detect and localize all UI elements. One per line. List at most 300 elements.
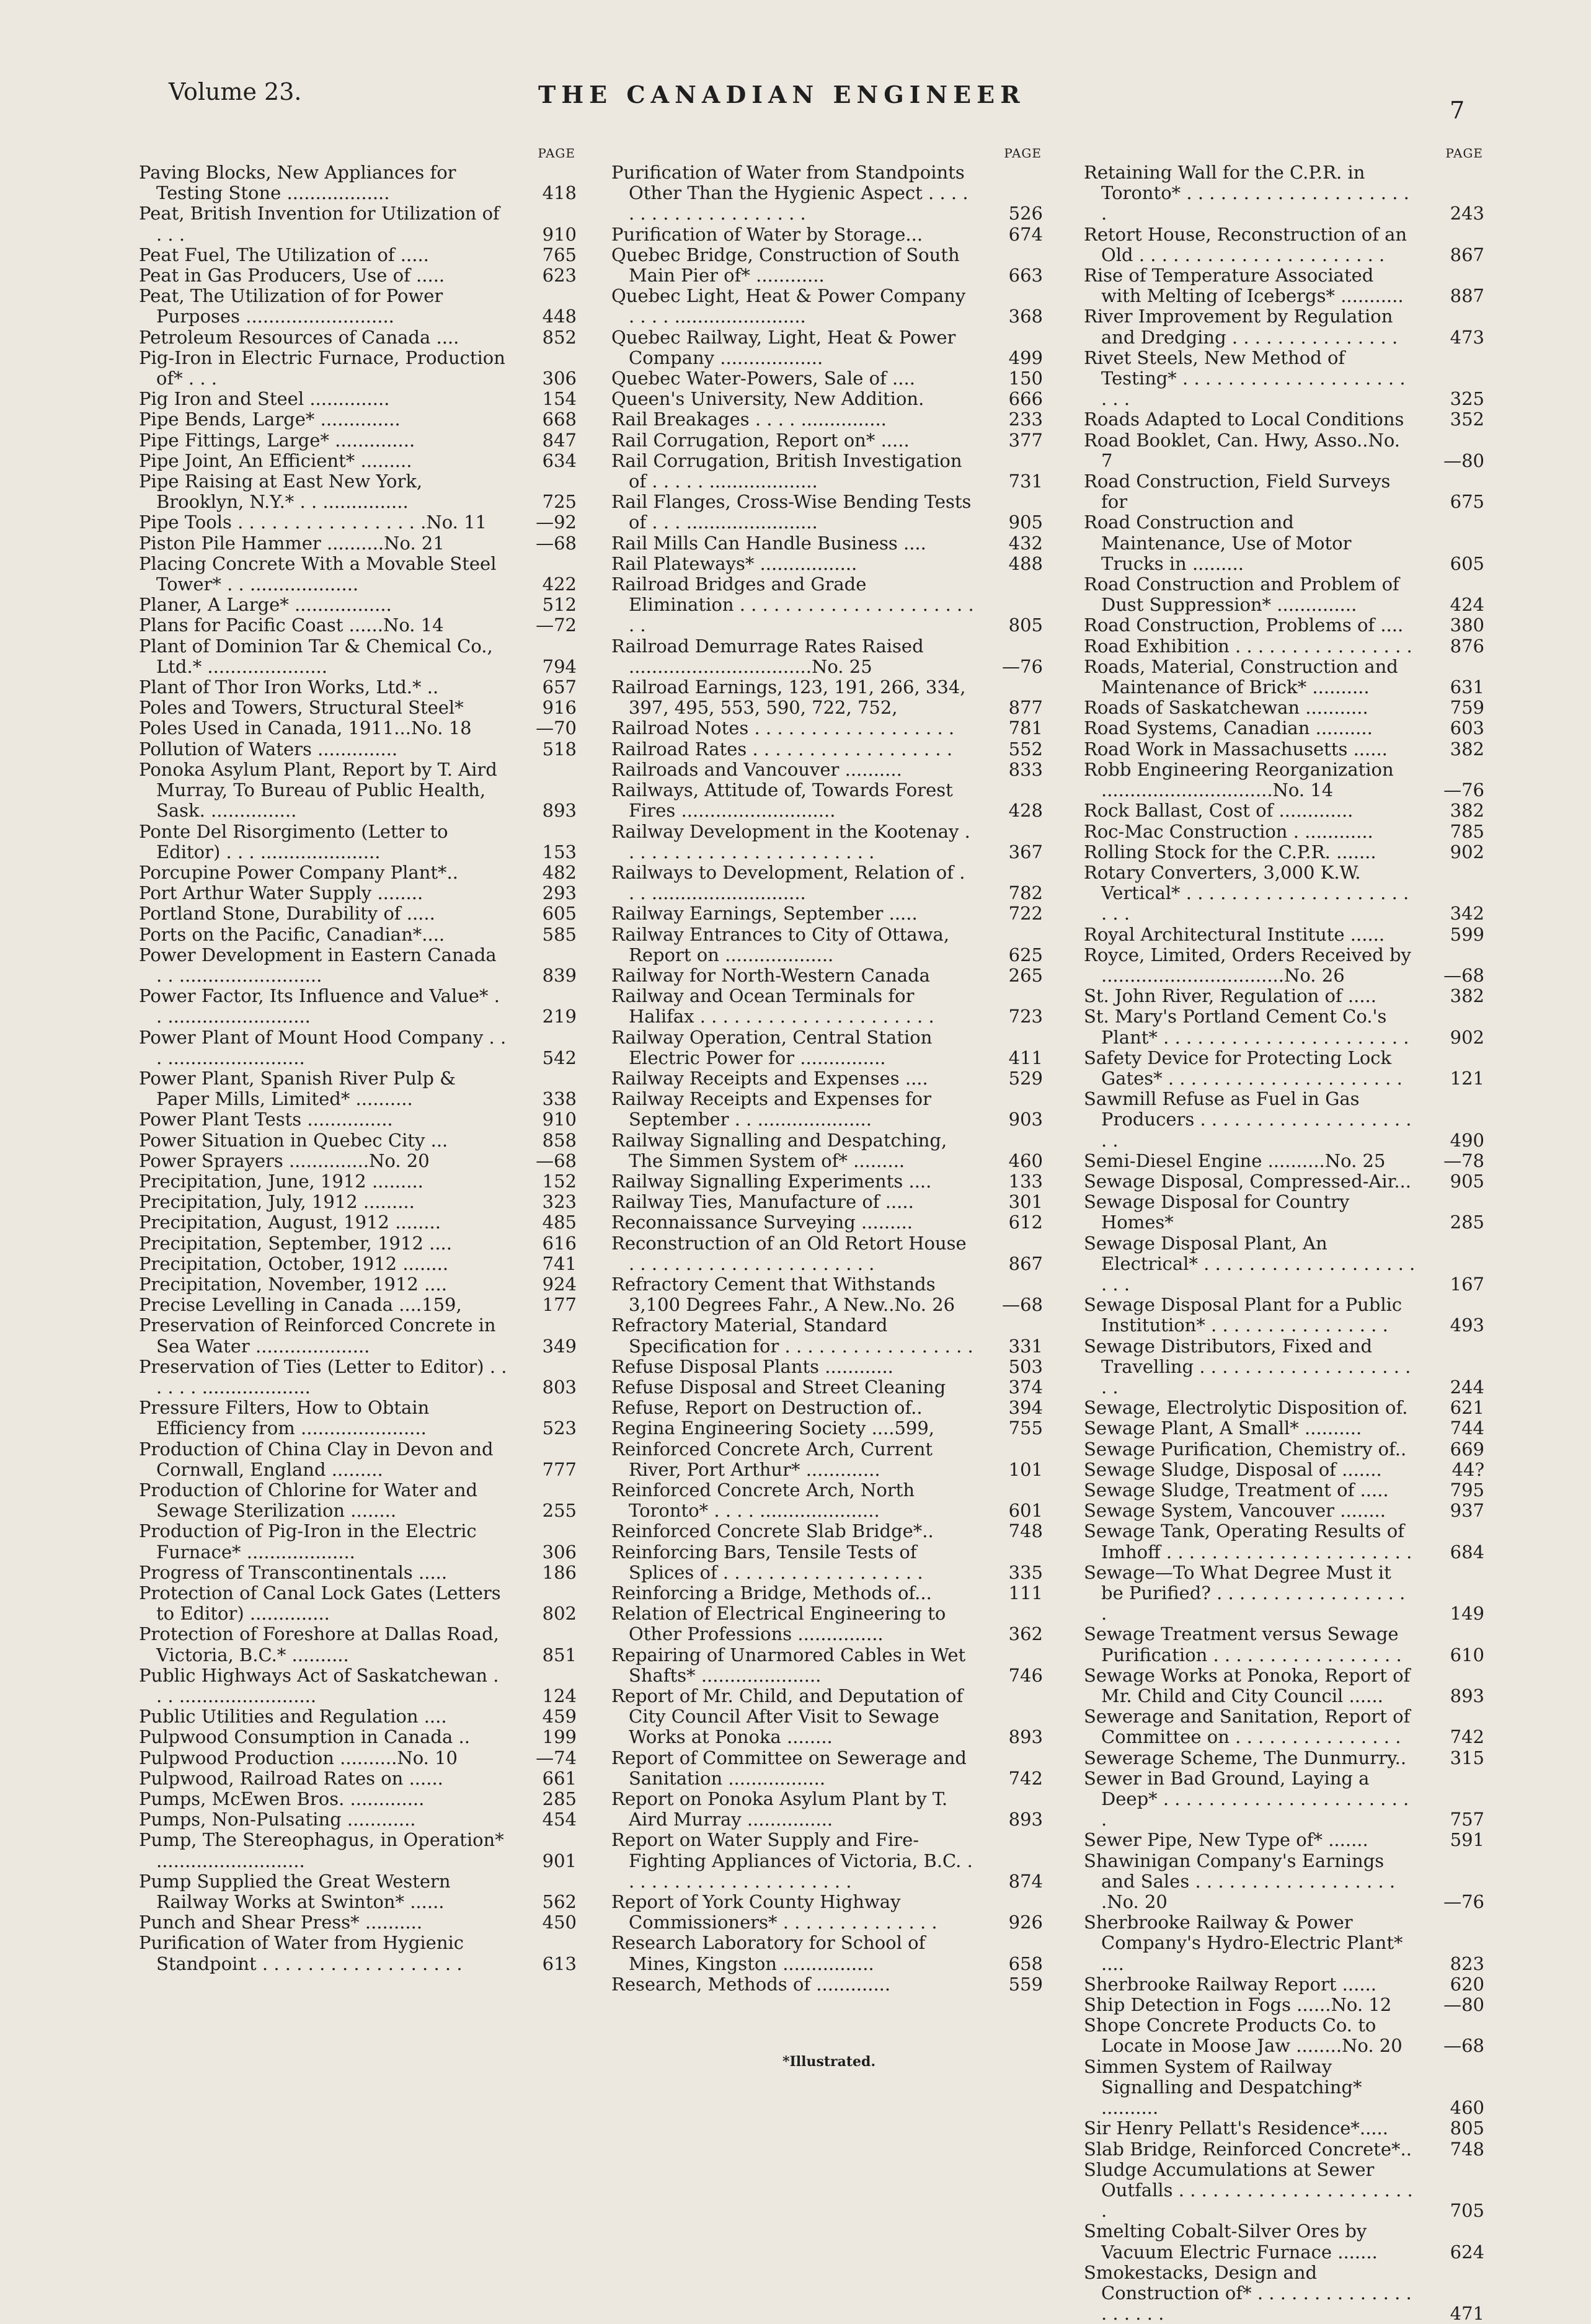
index-entry-title: Power Situation in Quebec City ...	[139, 1129, 448, 1151]
index-entry-title: Railway Signalling and Despatching, The Simmen System of* .........	[611, 1129, 947, 1171]
index-entry-title: Rotary Converters, 3,000 K.W. Vertical* . . . . . . . . . . . . . . . . . . . . . . .	[1084, 861, 1409, 925]
index-entry-title: Retaining Wall for the C.P.R. in Toronto* . . . . . . . . . . . . . . . . . . . . .	[1084, 162, 1409, 224]
index-entry-page: 101	[1008, 1458, 1043, 1480]
index-entry-page: 674	[1008, 223, 1043, 245]
index-entry	[611, 451, 1045, 492]
index-entry	[1084, 863, 1487, 925]
index-entry-page: 518	[542, 738, 577, 760]
index-column-1	[139, 144, 579, 1974]
index-entry-title: Ponoka Asylum Plant, Report by T. Aird Murray, To Bureau of Public Health, Sask. ...............	[139, 758, 497, 822]
index-entry-title: Rolling Stock for the C.P.R. .......	[1084, 841, 1376, 863]
index-entry-page: 186	[542, 1561, 577, 1583]
index-entry	[1084, 1048, 1487, 1089]
index-entry	[1084, 1501, 1487, 1521]
index-entry-page: 154	[542, 388, 577, 410]
index-entry-title: Roads, Material, Construction and Maintenance of Brick* ..........	[1084, 655, 1398, 698]
index-entry-page: 755	[1008, 1417, 1043, 1439]
index-entry-title: Public Highways Act of Saskatchewan . . . ........................	[139, 1664, 499, 1707]
index-entry	[611, 1439, 1045, 1480]
index-entry-title: Power Plant, Spanish River Pulp & Paper Mills, Limited* ..........	[139, 1067, 456, 1110]
index-entry-page: 722	[1008, 903, 1043, 925]
index-entry-title: Railway Ties, Manufacture of .....	[611, 1191, 914, 1213]
index-entry	[1084, 574, 1487, 615]
index-entry	[611, 1892, 1045, 1933]
index-entry-page: 552	[1008, 738, 1043, 760]
index-entry	[139, 1933, 579, 1974]
index-entry	[139, 554, 579, 595]
index-entry-page: —72	[536, 614, 577, 636]
index-entry-title: Power Factor, Its Influence and Value* . . .........................	[139, 985, 500, 1027]
index-entry-title: Road Construction, Field Surveys for	[1084, 471, 1391, 513]
index-entry-title: Slab Bridge, Reinforced Concrete*..	[1084, 2138, 1412, 2160]
index-entry	[611, 718, 1045, 738]
index-entry-page: 759	[1450, 697, 1484, 719]
index-entry-page: 802	[542, 1603, 577, 1625]
index-entry	[139, 1233, 579, 1254]
index-entry	[1084, 1830, 1487, 1850]
index-entry	[139, 1192, 579, 1212]
index-entry-title: Road Exhibition . . . . . . . . . . . . . . . .	[1084, 635, 1412, 657]
index-entry	[139, 595, 579, 615]
index-entry-title: Railway Receipts and Expenses for September . . ....................	[611, 1088, 931, 1130]
index-entry-title: Power Plant of Mount Hood Company . . . ........................	[139, 1026, 507, 1068]
index-entry-title: Relation of Electrical Engineering to Other Professions ...............	[611, 1603, 946, 1645]
index-entry	[139, 739, 579, 760]
index-entry-title: Rock Ballast, Cost of .............	[1084, 800, 1354, 822]
page-column-heading: PAGE	[1445, 146, 1483, 161]
index-entry-page: —74	[536, 1747, 577, 1768]
index-entry-title: Queen's University, New Addition.	[611, 388, 924, 410]
index-entry	[611, 1274, 1045, 1315]
index-entry-title: Sewage Disposal, Compressed-Air...	[1084, 1170, 1411, 1192]
index-entry-title: Railway Development in the Kootenay . . . . . . . . . . . . . . . . . . . . . . .	[611, 820, 970, 863]
index-entry	[611, 1521, 1045, 1541]
index-entry-title: Pulpwood Consumption in Canada ..	[139, 1726, 470, 1748]
index-entry	[611, 533, 1045, 554]
index-entry-page: 613	[542, 1953, 577, 1974]
index-entry-title: Preservation of Reinforced Concrete in Sea Water ....................	[139, 1315, 496, 1357]
index-entry-title: Reinforced Concrete Arch, Current River, Port Arthur* .............	[611, 1438, 933, 1480]
index-entry-title: Shope Concrete Products Co. to Locate in Moose Jaw ........No. 20	[1084, 2015, 1403, 2057]
index-entry-title: Port Arthur Water Supply ........	[139, 882, 423, 904]
index-entry	[1084, 1706, 1487, 1747]
index-entry-page: 669	[1450, 1438, 1484, 1460]
index-entry-page: 668	[542, 409, 577, 430]
index-entry	[139, 1809, 579, 1830]
index-entry-title: Reinforced Concrete Slab Bridge*..	[611, 1520, 934, 1542]
index-entry-page: —68	[536, 1150, 577, 1171]
index-entry-title: Sewage Distributors, Fixed and Travelling . . . . . . . . . . . . . . . . . . . . .	[1084, 1335, 1411, 1398]
index-entry-title: Planer, A Large* .................	[139, 594, 392, 616]
index-entry	[1084, 2263, 1487, 2324]
index-entry	[139, 615, 579, 636]
index-entry	[611, 1068, 1045, 1089]
index-entry-title: Ports on the Pacific, Canadian*....	[139, 923, 445, 945]
index-entry-title: Robb Engineering Reorganization ..............................No. 14	[1084, 758, 1394, 801]
index-entry-title: Royal Architectural Institute ......	[1084, 923, 1385, 945]
index-entry-page: 748	[1450, 2138, 1484, 2160]
index-entry-title: Sewage Sludge, Disposal of .......	[1084, 1458, 1382, 1480]
index-entry-title: Railroads and Vancouver ..........	[611, 758, 902, 780]
index-entry-title: Sewage Works at Ponoka, Report of Mr. Child and City Council ......	[1084, 1664, 1411, 1707]
index-entry-page: —80	[1443, 1994, 1484, 2016]
index-entry-title: Production of Pig-Iron in the Electric Furnace* ...................	[139, 1520, 477, 1563]
index-entry-page: 460	[1008, 1150, 1043, 1171]
index-entry	[1084, 1171, 1487, 1192]
index-entry-page: 503	[1008, 1355, 1043, 1377]
index-entry-title: Quebec Light, Heat & Power Company . . . . .......................	[611, 285, 966, 327]
index-entry-title: Peat, The Utilization of for Power Purposes ..........................	[139, 285, 443, 327]
index-entry	[611, 1192, 1045, 1212]
index-entry-title: Quebec Bridge, Construction of South Main Pier of* ............	[611, 244, 960, 286]
index-entry	[611, 1315, 1045, 1356]
index-entry	[611, 636, 1045, 677]
index-entry-title: Pipe Bends, Large* ..............	[139, 409, 401, 430]
index-entry-page: 512	[542, 594, 577, 616]
index-entry-page: 111	[1008, 1582, 1043, 1604]
index-entry-title: Protection of Canal Lock Gates (Letters to Editor) ..............	[139, 1582, 501, 1625]
index-entry	[1084, 1748, 1487, 1768]
index-entry	[1084, 2015, 1487, 2056]
index-entry	[611, 1686, 1045, 1748]
index-entry-title: Railway Entrances to City of Ottawa, Report on ...................	[611, 923, 950, 965]
index-entry-page: 867	[1008, 1253, 1043, 1274]
index-entry	[139, 1665, 579, 1706]
index-entry-page: 323	[542, 1191, 577, 1213]
index-entry-title: Purification of Water from Hygienic Standpoint . . . . . . . . . . . . . . . . . .	[139, 1932, 464, 1974]
index-entry	[611, 1377, 1045, 1398]
index-entry	[1084, 945, 1487, 986]
index-entry	[1084, 1912, 1487, 1974]
illustrated-footnote: *Illustrated.	[782, 2054, 876, 2070]
index-entry-page: —68	[1443, 2035, 1484, 2057]
index-entry-title: Pumps, McEwen Bros. .............	[139, 1788, 425, 1810]
index-entry	[611, 925, 1045, 965]
index-entry-page: 153	[542, 841, 577, 863]
index-entry-title: Regina Engineering Society ....599,	[611, 1417, 935, 1439]
index-entry-title: Preservation of Ties (Letter to Editor) . . . . . . ...................	[139, 1355, 507, 1398]
index-entry-page: 411	[1008, 1047, 1043, 1068]
index-entry	[1084, 265, 1487, 306]
index-entry-page: 937	[1450, 1500, 1484, 1522]
index-entry-page: —76	[1002, 655, 1043, 677]
index-entry	[139, 389, 579, 409]
index-entry-page: —68	[1443, 964, 1484, 986]
index-entry-page: 803	[542, 1376, 577, 1398]
index-entry	[611, 1974, 1045, 1995]
index-entry-title: Reinforcing a Bridge, Methods of...	[611, 1582, 932, 1604]
index-entry	[139, 245, 579, 265]
index-entry-page: —70	[536, 717, 577, 739]
index-entry	[611, 1789, 1045, 1830]
index-entry-title: Sewage—To What Degree Must it be Purified? . . . . . . . . . . . . . . . . . .	[1084, 1561, 1406, 1625]
index-entry	[139, 698, 579, 718]
index-entry-page: 150	[1008, 368, 1043, 389]
index-entry	[611, 1398, 1045, 1418]
index-entry	[1084, 739, 1487, 760]
index-entry-page: 782	[1008, 882, 1043, 904]
index-entry	[139, 1130, 579, 1151]
index-entry-title: Sewerage Scheme, The Dunmurry..	[1084, 1747, 1407, 1768]
index-entry	[1084, 1480, 1487, 1501]
index-entry-title: Precipitation, July, 1912 .........	[139, 1191, 415, 1213]
index-entry-page: 661	[542, 1767, 577, 1789]
index-entry-title: Sewage Purification, Chemistry of..	[1084, 1438, 1407, 1460]
index-entry-page: 603	[1450, 717, 1484, 739]
index-entry-page: 901	[542, 1850, 577, 1871]
index-entry-page: 335	[1008, 1561, 1043, 1583]
index-entry	[1084, 430, 1487, 471]
page-header	[0, 73, 1591, 129]
index-entry-title: Ship Detection in Fogs ......No. 12	[1084, 1994, 1392, 2016]
index-entry	[611, 1583, 1045, 1603]
index-entry	[1084, 822, 1487, 842]
index-entry-page: 876	[1450, 635, 1484, 657]
index-entry-title: Plant of Dominion Tar & Chemical Co., Ltd.* .....................	[139, 635, 493, 677]
index-entry-title: Production of China Clay in Devon and Cornwall, England .........	[139, 1438, 494, 1480]
index-entry-page: 559	[1008, 1973, 1043, 1995]
index-entry-title: Pipe Fittings, Large* ..............	[139, 429, 415, 451]
index-entry-page: 382	[1450, 985, 1484, 1007]
index-entry-page: 744	[1450, 1417, 1484, 1439]
index-entry	[139, 1563, 579, 1583]
index-entry-title: Pipe Joint, An Efficient* .........	[139, 450, 412, 471]
index-entry-page: 624	[1450, 2241, 1484, 2263]
index-entry-page: 591	[1450, 1829, 1484, 1851]
index-entry-title: Railroad Earnings, 123, 191, 266, 334, 397, 495, 553, 590, 722, 752,	[611, 676, 966, 719]
index-entry	[1084, 698, 1487, 718]
index-entry-page: 725	[542, 491, 577, 513]
index-entry	[611, 224, 1045, 245]
index-entry	[1084, 162, 1487, 224]
index-entry-title: Pipe Tools . . . . . . . . . . . . . . . . .No. 11	[139, 512, 487, 533]
index-entry-page: 851	[542, 1644, 577, 1665]
index-entry-page: 285	[1450, 1212, 1484, 1233]
index-entry	[139, 986, 579, 1027]
index-entry	[139, 1706, 579, 1727]
index-entry-page: 315	[1450, 1747, 1484, 1768]
index-entry	[1084, 801, 1487, 821]
index-entry-page: 367	[1008, 841, 1043, 863]
index-entry-title: Rail Breakages . . . . ...............	[611, 409, 887, 430]
index-entry	[1084, 842, 1487, 863]
index-entries	[139, 162, 579, 1974]
index-entry-title: Railway Signalling Experiments ....	[611, 1170, 932, 1192]
index-entry-title: Placing Concrete With a Movable Steel Tower* . . ...................	[139, 552, 497, 595]
index-entry-title: Repairing of Unarmored Cables in Wet Shafts* .....................	[611, 1644, 966, 1686]
index-entry-title: Peat in Gas Producers, Use of .....	[139, 265, 445, 286]
index-column-2	[611, 144, 1045, 1995]
index-entry	[611, 1830, 1045, 1892]
index-entry	[611, 1603, 1045, 1644]
index-entry-page: 684	[1450, 1541, 1484, 1563]
index-entry-title: Pig Iron and Steel ..............	[139, 388, 390, 410]
index-entry	[611, 245, 1045, 286]
index-entry-title: Railway Receipts and Expenses ....	[611, 1067, 928, 1089]
index-entry-page: 473	[1450, 326, 1484, 348]
index-entry-title: Railroad Bridges and Grade Elimination . . . . . . . . . . . . . . . . . . . . . . .	[611, 574, 974, 636]
index-entry	[139, 883, 579, 903]
index-entry-title: Sherbrooke Railway & Power Company's Hydro-Electric Plant* ....	[1084, 1912, 1403, 1974]
index-entry-title: Railroad Rates . . . . . . . . . . . . . . . . . .	[611, 738, 953, 760]
index-entry	[1084, 925, 1487, 945]
index-entry	[1084, 1665, 1487, 1706]
index-entry-title: Road Booklet, Can. Hwy, Asso..No. 7	[1084, 429, 1401, 471]
index-entry	[611, 677, 1045, 718]
index-entry	[611, 1130, 1045, 1171]
index-entry-title: Roads Adapted to Local Conditions	[1084, 409, 1404, 430]
index-entry-title: Refractory Cement that Withstands 3,100 Degrees Fahr., A New..No. 26	[611, 1273, 955, 1316]
index-entry-title: Production of Chlorine for Water and Sewage Sterilization ........	[139, 1479, 478, 1522]
index-entry-title: Sherbrooke Railway Report ......	[1084, 1973, 1376, 1995]
index-entry-page: 746	[1008, 1664, 1043, 1686]
index-entry-page: 243	[1450, 203, 1484, 224]
index-entry-title: Reinforced Concrete Arch, North Toronto* . . . . .....................	[611, 1479, 915, 1522]
index-entry-title: St. John River, Regulation of .....	[1084, 985, 1376, 1007]
index-entry	[1084, 636, 1487, 657]
index-entry-page: 167	[1450, 1273, 1484, 1295]
index-entry-page: 526	[1008, 203, 1043, 224]
index-entry	[139, 1315, 579, 1356]
index-entry-page: —78	[1443, 1150, 1484, 1171]
index-entry-page: 493	[1450, 1315, 1484, 1336]
index-entry-title: Power Plant Tests ...............	[139, 1109, 393, 1130]
index-entry	[139, 1295, 579, 1315]
index-entry-title: Rivet Steels, New Method of Testing* . . . . . . . . . . . . . . . . . . . . . . .	[1084, 347, 1406, 410]
index-entry-title: Pipe Raising at East New York, Brooklyn, N.Y.* . . ...............	[139, 471, 423, 513]
index-entry	[1084, 1006, 1487, 1047]
index-entry-title: Road Construction and Maintenance, Use of Motor Trucks in .........	[1084, 512, 1352, 574]
index-entry-page: 482	[542, 861, 577, 883]
index-entry	[139, 636, 579, 677]
index-entry-title: Report on Water Supply and Fire-Fighting Appliances of Victoria, B.C. . . . . . . . . . . . . . . . . . . . . .	[611, 1829, 973, 1892]
index-entry-title: Plant of Thor Iron Works, Ltd.* ..	[139, 676, 439, 698]
index-entry-page: 219	[542, 1006, 577, 1027]
index-entry-title: Portland Stone, Durability of .....	[139, 903, 435, 925]
index-entry	[139, 512, 579, 533]
index-entry-page: 124	[542, 1685, 577, 1707]
index-entry-title: Roads of Saskatchewan ...........	[1084, 697, 1368, 719]
index-entry	[611, 1357, 1045, 1377]
index-entry-page: 893	[1008, 1809, 1043, 1830]
index-entry-title: Sir Henry Pellatt's Residence*.....	[1084, 2118, 1388, 2139]
index-entry	[1084, 1563, 1487, 1625]
index-entry	[139, 327, 579, 348]
index-entry	[611, 780, 1045, 821]
index-entry-page: 177	[542, 1294, 577, 1316]
index-entry-page: 382	[1450, 738, 1484, 760]
index-entry	[1084, 224, 1487, 265]
index-entry-title: Pig-Iron in Electric Furnace, Production of* . . .	[139, 347, 505, 389]
index-entry-title: Refuse Disposal and Street Cleaning	[611, 1376, 946, 1398]
index-entry-title: Progress of Transcontinentals .....	[139, 1561, 448, 1583]
index-entry-page: 490	[1450, 1129, 1484, 1151]
index-entry	[611, 1645, 1045, 1686]
index-entry-page: 924	[542, 1273, 577, 1295]
index-entry-title: Sewage System, Vancouver ........	[1084, 1500, 1386, 1522]
index-entry-page: 902	[1450, 1026, 1484, 1048]
index-entry-page: 631	[1450, 676, 1484, 698]
index-entry-title: Protection of Foreshore at Dallas Road, Victoria, B.C.* ..........	[139, 1623, 499, 1665]
index-entry-title: Railway for North-Western Canada	[611, 964, 930, 986]
index-entry-page: —76	[1443, 779, 1484, 801]
index-entry-page: 368	[1008, 306, 1043, 327]
index-entry-page: 523	[542, 1417, 577, 1439]
index-entry-page: 331	[1008, 1335, 1043, 1357]
index-entry	[139, 1830, 579, 1871]
index-column-3	[1084, 144, 1487, 2324]
index-entry-page: 199	[542, 1726, 577, 1748]
index-entry-title: Quebec Water-Powers, Sale of ....	[611, 368, 915, 389]
index-entry-title: St. Mary's Portland Cement Co.'s Plant* . . . . . . . . . . . . . . . . . . . . . .	[1084, 1006, 1409, 1048]
index-entry-page: 450	[542, 1912, 577, 1933]
index-entry-page: 903	[1008, 1109, 1043, 1130]
index-entry-page: 795	[1450, 1479, 1484, 1501]
index-entry	[139, 903, 579, 924]
journal-title: THE CANADIAN ENGINEER	[538, 81, 1026, 109]
index-entry-page: 349	[542, 1335, 577, 1357]
index-entries	[611, 162, 1045, 1995]
index-entry-title: Piston Pile Hammer ..........No. 21	[139, 532, 445, 554]
index-entry-title: Railways, Attitude of, Towards Forest Fires ...........................	[611, 779, 953, 822]
index-entry-page: 926	[1008, 1912, 1043, 1933]
index-entry	[611, 1233, 1045, 1274]
index-entry-page: 781	[1008, 717, 1043, 739]
index-entry-title: Reconstruction of an Old Retort House . . . . . . . . . . . . . . . . . . . . . .	[611, 1232, 967, 1274]
index-entry-title: Peat, British Invention for Utilization of . . .	[139, 203, 500, 245]
index-entry-title: Pollution of Waters ..............	[139, 738, 398, 760]
index-entry-page: 585	[542, 923, 577, 945]
index-entry-title: Public Utilities and Regulation ....	[139, 1706, 447, 1727]
index-entry-title: Road Construction, Problems of ....	[1084, 614, 1404, 636]
index-entry-page: 599	[1450, 923, 1484, 945]
index-entry-page: 902	[1450, 841, 1484, 863]
index-entry	[139, 1068, 579, 1109]
index-entry	[139, 430, 579, 451]
index-entry-page: 562	[542, 1891, 577, 1913]
index-entry-title: Pressure Filters, How to Obtain Efficiency from ......................	[139, 1397, 430, 1439]
index-entry-page: 488	[1008, 552, 1043, 574]
index-entry	[1084, 2139, 1487, 2160]
index-entry-page: 352	[1450, 409, 1484, 430]
index-entry	[611, 986, 1045, 1027]
index-entry-page: 823	[1450, 1953, 1484, 1974]
index-entry	[611, 430, 1045, 451]
index-entry-page: 877	[1008, 697, 1043, 719]
index-entry	[611, 162, 1045, 224]
index-entry	[1084, 1624, 1487, 1665]
index-entry	[139, 1171, 579, 1192]
index-entry-title: Report on Ponoka Asylum Plant by T. Aird Murray ...............	[611, 1788, 948, 1830]
index-entry-title: Reinforcing Bars, Tensile Tests of Splices of . . . . . . . . . . . . . . . . . .	[611, 1541, 923, 1583]
index-entry-page: 634	[542, 450, 577, 471]
index-entry-page: 152	[542, 1170, 577, 1192]
index-entry	[1084, 760, 1487, 801]
index-entry-page: 893	[1450, 1685, 1484, 1707]
index-entry-page: 858	[542, 1129, 577, 1151]
index-entry-title: Simmen System of Railway Signalling and Despatching* ..........	[1084, 2056, 1362, 2119]
index-entry-title: Peat Fuel, The Utilization of .....	[139, 244, 429, 265]
index-entry-title: Poles Used in Canada, 1911...No. 18	[139, 717, 472, 739]
index-entry-title: Safety Device for Protecting Lock Gates* . . . . . . . . . . . . . . . . . . . . .	[1084, 1047, 1403, 1089]
index-entry-title: Road Construction and Problem of Dust Suppression* ..............	[1084, 574, 1399, 616]
index-entry	[611, 863, 1045, 903]
index-entry	[1084, 1768, 1487, 1830]
index-entry-page: 422	[542, 574, 577, 595]
index-entry	[611, 760, 1045, 780]
index-entry	[1084, 471, 1487, 512]
volume-label: Volume 23.	[169, 78, 302, 105]
